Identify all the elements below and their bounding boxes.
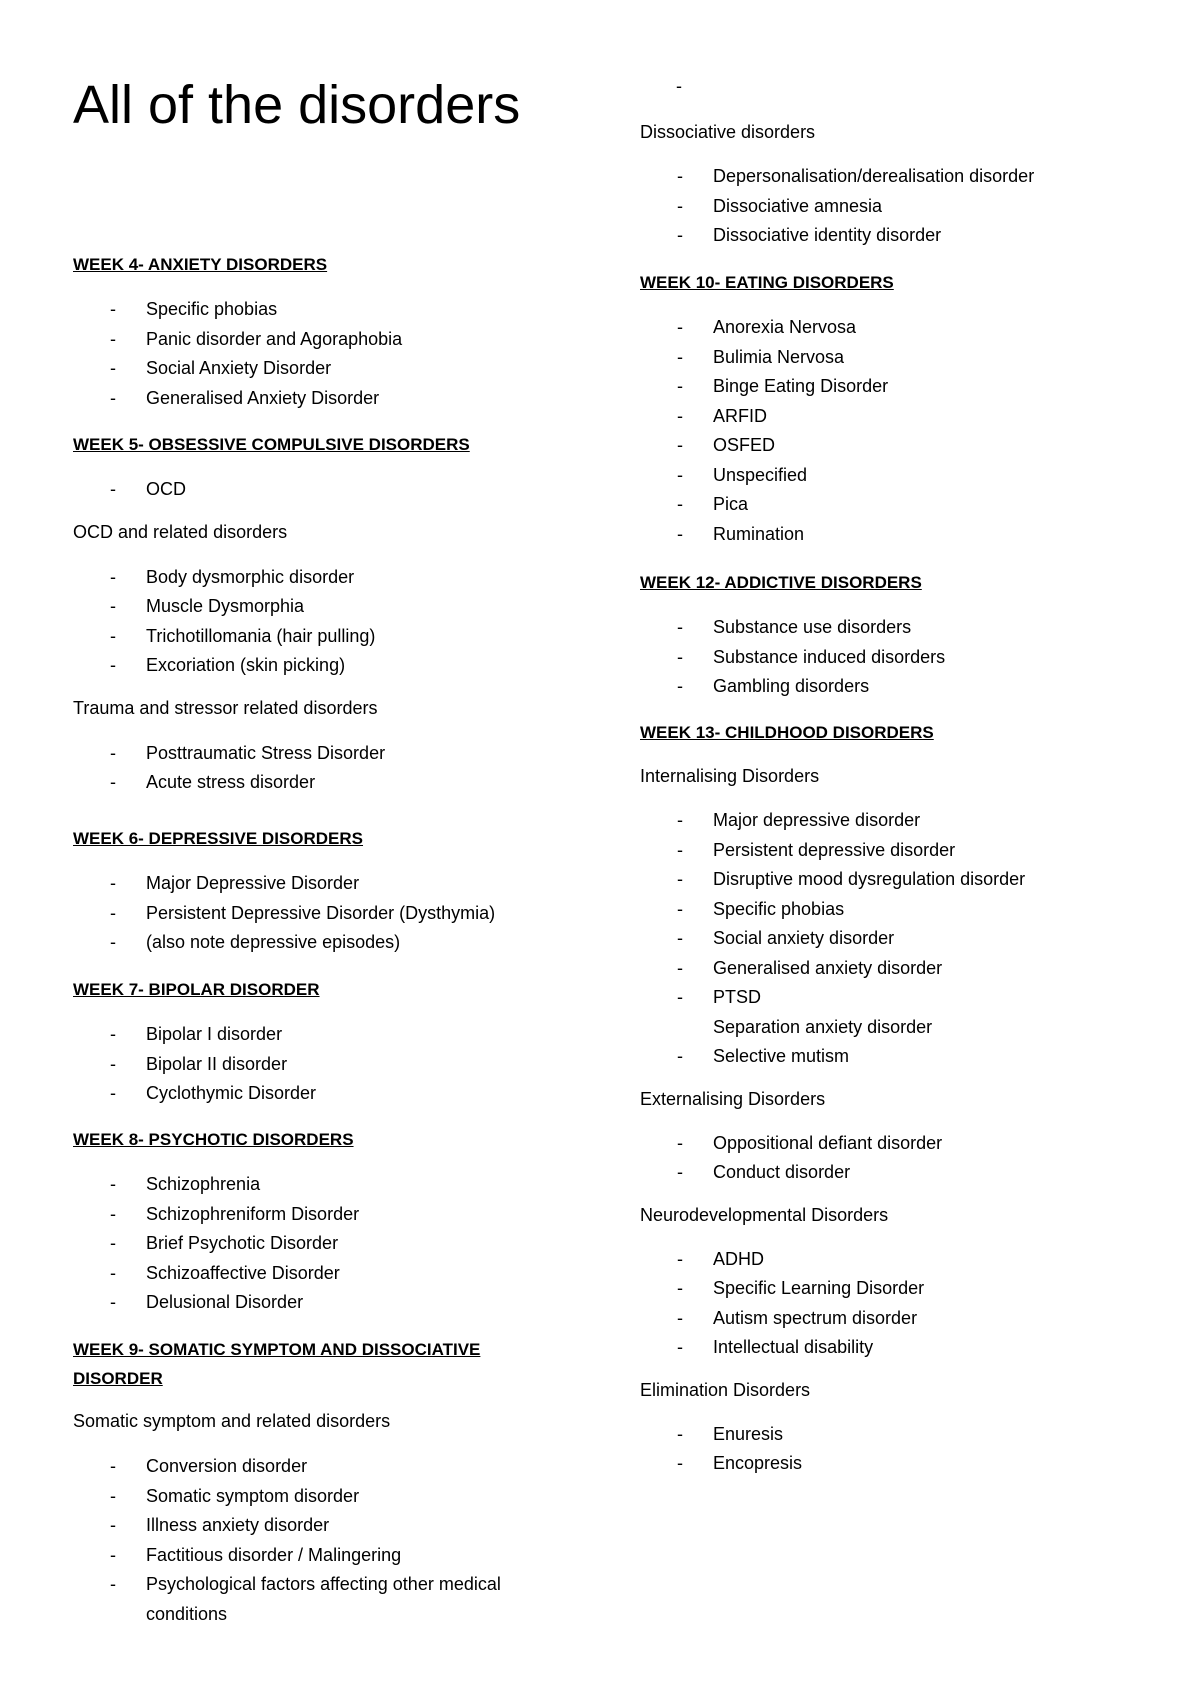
subheading: OCD and related disorders (73, 521, 288, 542)
section-week-12 (640, 568, 1160, 702)
section-heading: WEEK 7- BIPOLAR DISORDER (73, 980, 320, 999)
subheading: Externalising Disorders (640, 1088, 826, 1109)
list-item: - Depersonalisation/derealisation disorder (677, 166, 1035, 186)
section-week-4 (73, 250, 593, 413)
list-item: - Illness anxiety disorder (110, 1515, 330, 1535)
disorder-list (640, 313, 1160, 549)
section-week-7 (73, 975, 593, 1109)
subheading: Elimination Disorders (640, 1379, 811, 1400)
list-item: - OSFED (677, 435, 776, 455)
list-item: - Binge Eating Disorder (677, 376, 889, 396)
list-item: - Delusional Disorder (110, 1292, 304, 1312)
list-item: - Factitious disorder / Malingering (110, 1544, 402, 1565)
list-item: - Trichotillomania (hair pulling) (110, 625, 376, 646)
list-item: - Schizophreniform Disorder (110, 1203, 360, 1224)
subheading: Neurodevelopmental Disorders (640, 1204, 889, 1225)
list-item: - Unspecified (677, 464, 808, 485)
list-item: - Pica (677, 494, 749, 514)
list-item: - Persistent depressive disorder (677, 839, 956, 860)
list-item: - Cyclothymic Disorder (110, 1083, 317, 1103)
list-item: - Bulimia Nervosa (677, 346, 845, 367)
list-item: - (also note depressive episodes) (110, 932, 401, 952)
section-heading: WEEK 9- SOMATIC SYMPTOM AND DISSOCIATIVE DISORDER (73, 1340, 481, 1388)
list-item: - Psychological factors affecting other medical conditions (110, 1574, 501, 1624)
stray-dash: - (676, 76, 682, 96)
section-week-9 (73, 1335, 593, 1629)
section-week-10 (640, 268, 1160, 549)
list-item: - Gambling disorders (677, 676, 870, 696)
list-item: Separation anxiety disorder (713, 1016, 933, 1037)
list-item: - Encopresis (677, 1453, 803, 1473)
list-item: - Social anxiety disorder (677, 928, 895, 948)
list-item: - Dissociative identity disorder (677, 225, 942, 245)
list-item: - Major depressive disorder (677, 810, 921, 830)
list-item: - Brief Psychotic Disorder (110, 1233, 339, 1253)
list-item: - Generalised Anxiety Disorder (110, 387, 380, 408)
list-item: - Body dysmorphic disorder (110, 566, 355, 587)
list-item: - Dissociative amnesia (677, 195, 883, 216)
list-item: - Bipolar I disorder (110, 1024, 283, 1044)
list-item: - Major Depressive Disorder (110, 873, 360, 893)
list-item: - Bipolar II disorder (110, 1053, 288, 1074)
list-item: - Rumination (677, 523, 805, 544)
section-heading: WEEK 4- ANXIETY DISORDERS (73, 255, 328, 274)
subheading: Internalising Disorders (640, 766, 820, 786)
list-item: - Schizoaffective Disorder (110, 1262, 340, 1283)
section-heading: WEEK 6- DEPRESSIVE DISORDERS (73, 829, 364, 848)
subheading: Dissociative disorders (640, 122, 816, 142)
list-item: - Autism spectrum disorder (677, 1307, 918, 1328)
disorder-list (640, 1420, 1160, 1479)
disorder-list (73, 563, 593, 681)
section-heading: WEEK 13- CHILDHOOD DISORDERS (640, 723, 934, 742)
list-item: - Anorexia Nervosa (677, 317, 857, 337)
section-heading: WEEK 5- OBSESSIVE COMPULSIVE DISORDERS (73, 435, 470, 454)
list-item: - Conversion disorder (110, 1456, 308, 1476)
list-item: - Intellectual disability (677, 1337, 874, 1357)
disorder-list (73, 739, 593, 798)
list-item: - Acute stress disorder (110, 772, 316, 792)
list-item: - ARFID (677, 405, 767, 426)
list-item: - Panic disorder and Agoraphobia (110, 328, 403, 349)
list-item: - Disruptive mood dysregulation disorder (677, 869, 1026, 889)
section-heading: WEEK 10- EATING DISORDERS (640, 273, 894, 292)
section-dissociative (640, 118, 1160, 251)
list-item: - Oppositional defiant disorder (677, 1132, 943, 1153)
section-heading: WEEK 12- ADDICTIVE DISORDERS (640, 573, 922, 592)
section-week-8 (73, 1125, 593, 1318)
list-item: - Substance use disorders (677, 617, 912, 637)
disorder-list (73, 869, 593, 958)
list-item: - Generalised anxiety disorder (677, 957, 943, 978)
disorder-list (640, 162, 1160, 251)
list-item: - Enuresis (677, 1423, 784, 1444)
section-week-13 (640, 718, 1160, 1479)
list-item: - Specific Learning Disorder (677, 1278, 925, 1298)
list-item: - Persistent Depressive Disorder (Dysthymia) (110, 902, 496, 923)
disorder-list (73, 1020, 593, 1109)
list-item: - Posttraumatic Stress Disorder (110, 742, 386, 763)
list-item: - Muscle Dysmorphia (110, 596, 305, 616)
list-item: - Specific phobias (677, 898, 845, 919)
list-item: - Somatic symptom disorder (110, 1485, 360, 1506)
list-item: - Social Anxiety Disorder (110, 358, 332, 378)
subheading: Somatic symptom and related disorders (73, 1411, 391, 1431)
list-item: - PTSD (677, 987, 762, 1007)
section-week-6 (73, 824, 593, 958)
disorder-list (640, 613, 1160, 702)
page-title: All of the disorders (73, 75, 521, 135)
list-item: - Conduct disorder (677, 1162, 851, 1182)
list-item: - Substance induced disorders (677, 646, 946, 667)
list-item: - Selective mutism (677, 1046, 850, 1066)
list-item: - OCD (110, 479, 186, 499)
disorder-list (73, 1452, 593, 1629)
disorder-list (640, 1129, 1160, 1188)
subheading: Trauma and stressor related disorders (73, 697, 378, 718)
disorder-list (73, 475, 593, 505)
disorder-list (640, 1245, 1160, 1363)
list-item: - Schizophrenia (110, 1174, 261, 1194)
list-item: - Excoriation (skin picking) (110, 655, 346, 675)
list-item: - ADHD (677, 1248, 765, 1269)
section-heading: WEEK 8- PSYCHOTIC DISORDERS (73, 1130, 354, 1149)
section-week-5 (73, 430, 593, 798)
disorder-list (73, 1170, 593, 1318)
disorder-list (73, 295, 593, 413)
disorder-list (640, 806, 1160, 1072)
list-item: - Specific phobias (110, 299, 278, 319)
